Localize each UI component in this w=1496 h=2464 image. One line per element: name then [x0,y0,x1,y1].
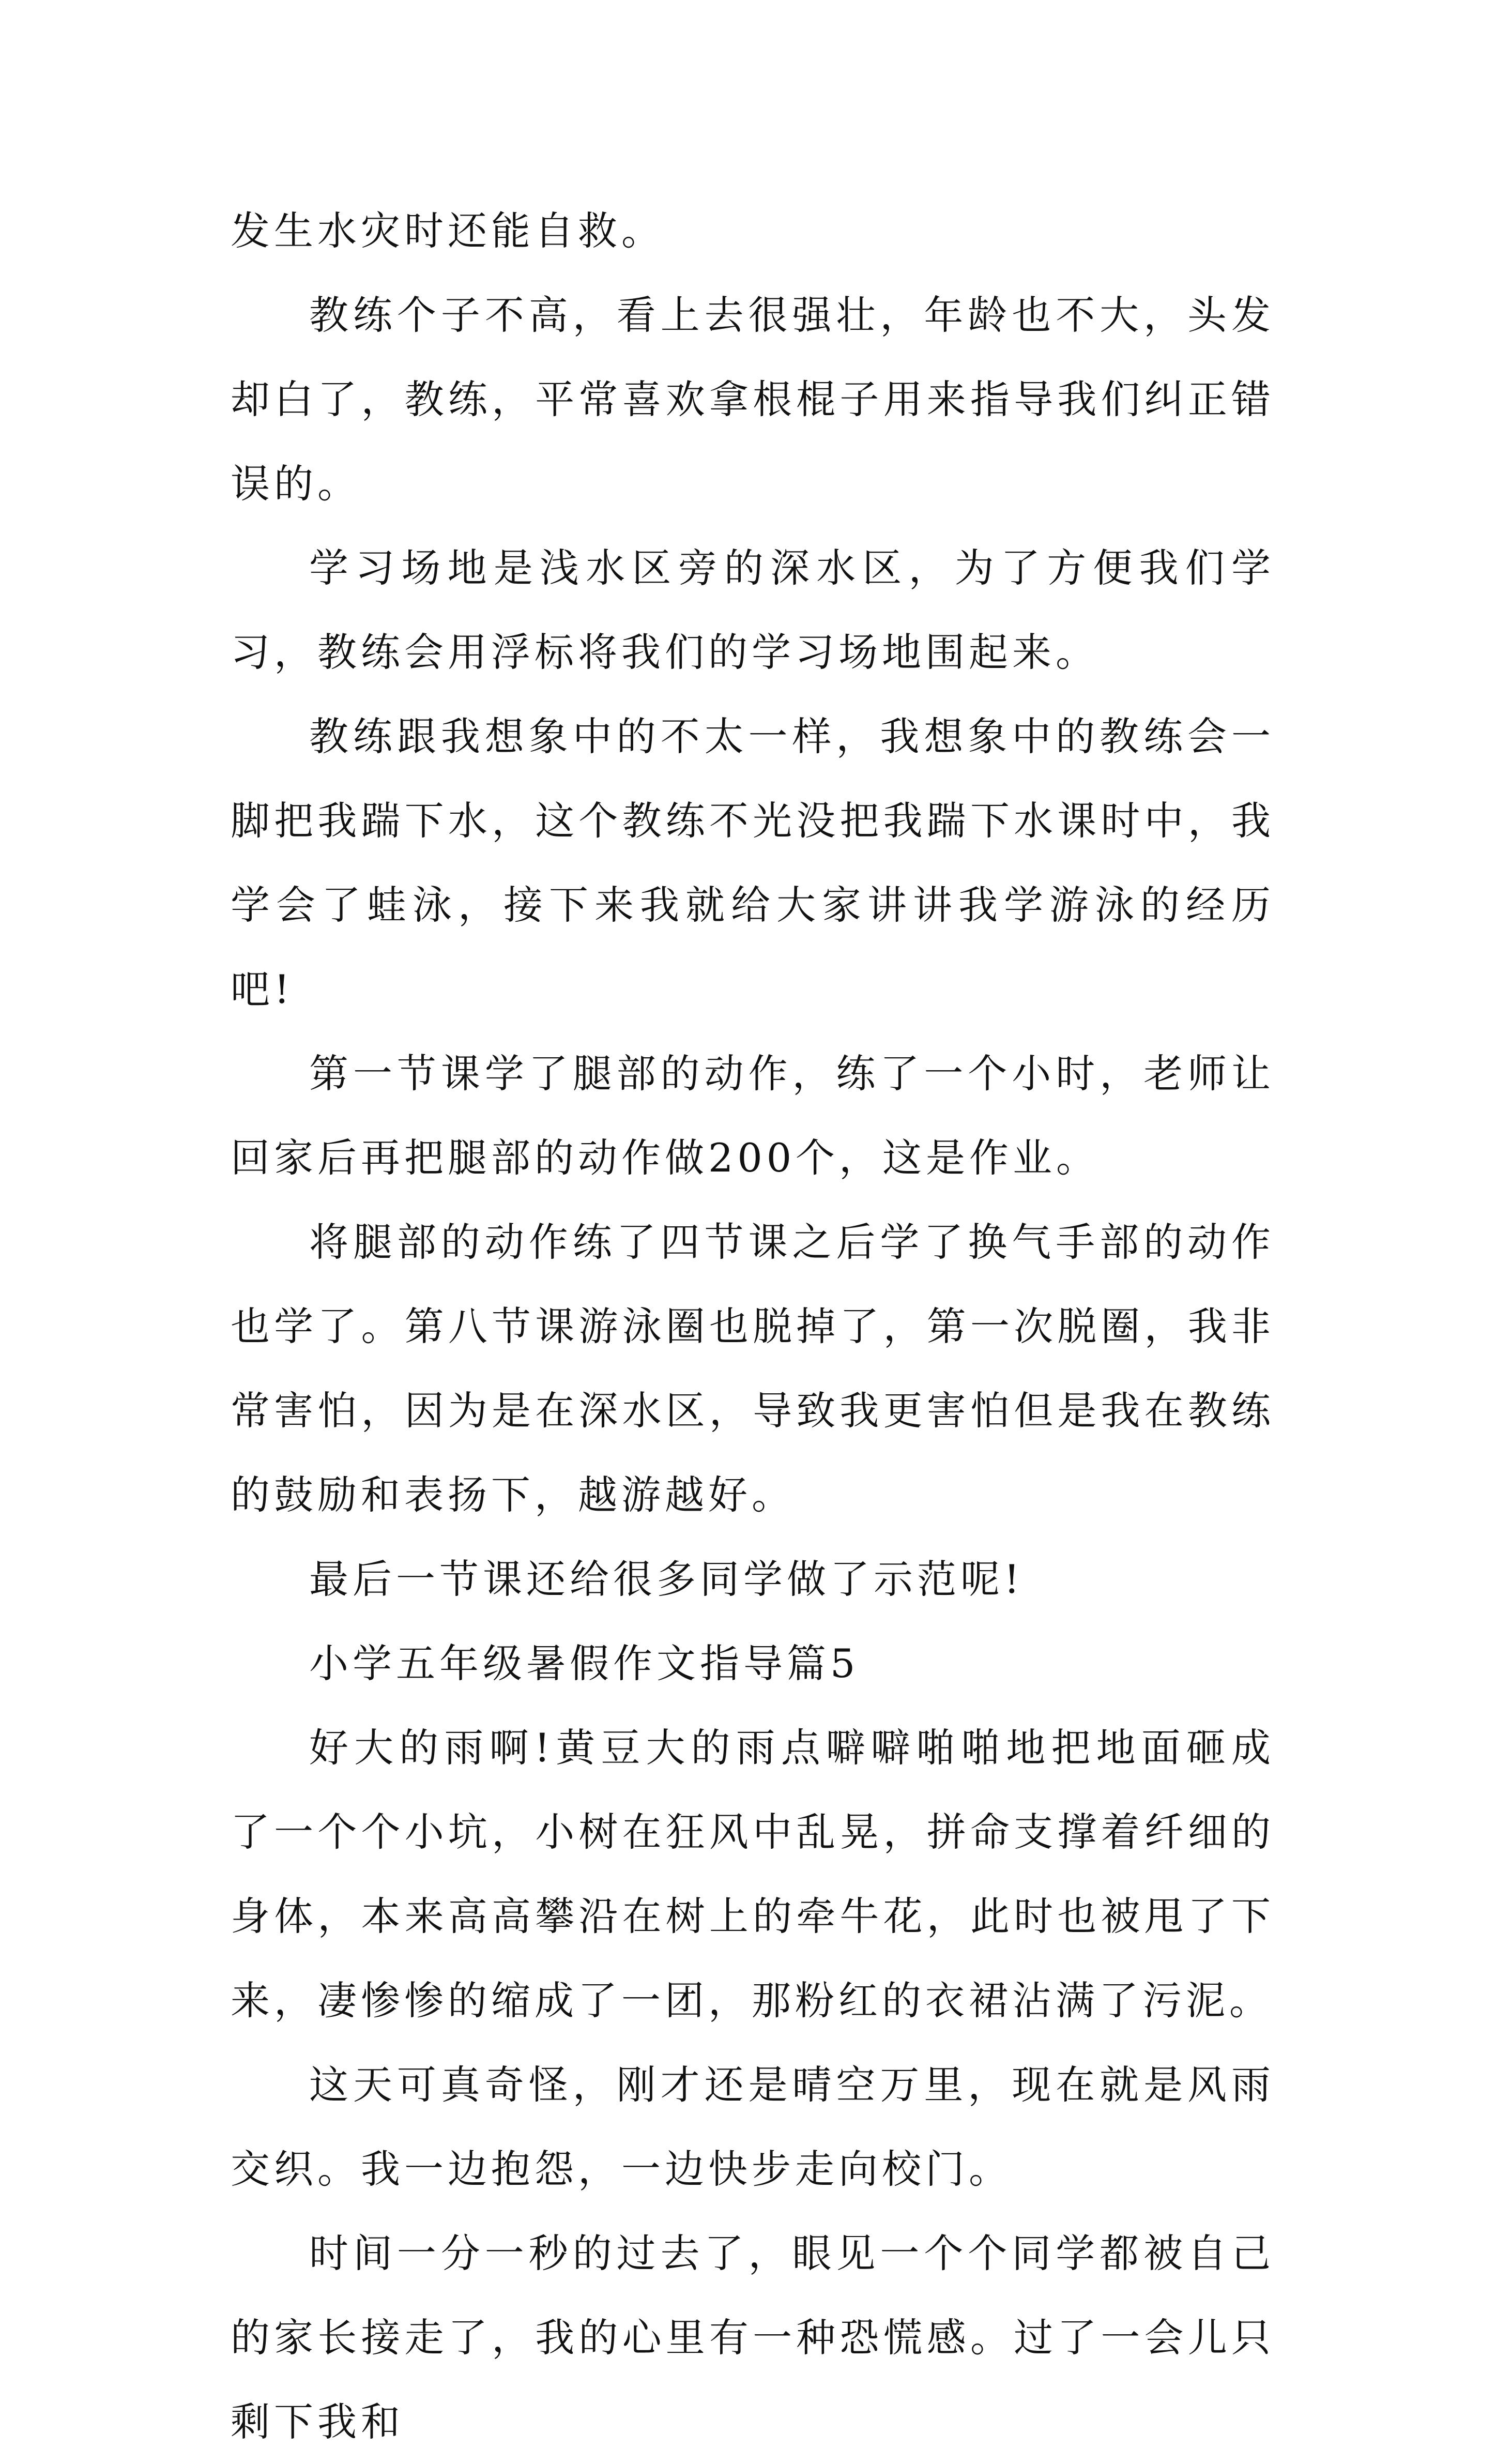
paragraph: 这天可真奇怪，刚才还是晴空万里，现在就是风雨交织。我一边抱怨，一边快步走向校门。 [231,2062,1275,2192]
paragraph: 教练跟我想象中的不太一样，我想象中的教练会一脚把我踹下水，这个教练不光没把我踹下水课时中，我学会了蛙泳，接下来我就给大家讲讲我学游泳的经历吧! [231,713,1275,1012]
paragraph: 学习场地是浅水区旁的深水区，为了方便我们学习，教练会用浮标将我们的学习场地围起来。 [231,545,1275,675]
paragraph: 最后一节课还给很多同学做了示范呢! [309,1556,1024,1602]
document-body [231,189,1275,2464]
paragraph: 发生水灾时还能自救。 [231,208,665,254]
paragraph: 将腿部的动作练了四节课之后学了换气手部的动作也学了。第八节课游泳圈也脱掉了，第一次脱圈，我非常害怕，因为是在深水区，导致我更害怕但是我在教练的鼓励和表扬下，越游越好。 [231,1219,1275,1518]
paragraph: 好大的雨啊!黄豆大的雨点噼噼啪啪地把地面砸成了一个个小坑，小树在狂风中乱晃，拼命支撑着纤细的身体，本来高高攀沿在树上的牵牛花，此时也被甩了下来，凄惨惨的缩成了一团，那粉红的衣裙沾满了污泥。 [231,1725,1275,2024]
paragraph: 第一节课学了腿部的动作，练了一个小时，老师让回家后再把腿部的动作做200个，这是作业。 [231,1051,1275,1181]
paragraph: 教练个子不高，看上去很强壮，年龄也不大，头发却白了，教练，平常喜欢拿根棍子用来指导我们纠正错误的。 [231,292,1275,507]
paragraph: 时间一分一秒的过去了，眼见一个个同学都被自己的家长接走了，我的心里有一种恐慌感。过了一会儿只剩下我和 [231,2230,1275,2445]
section-heading: 小学五年级暑假作文指导篇5 [309,1640,860,1686]
